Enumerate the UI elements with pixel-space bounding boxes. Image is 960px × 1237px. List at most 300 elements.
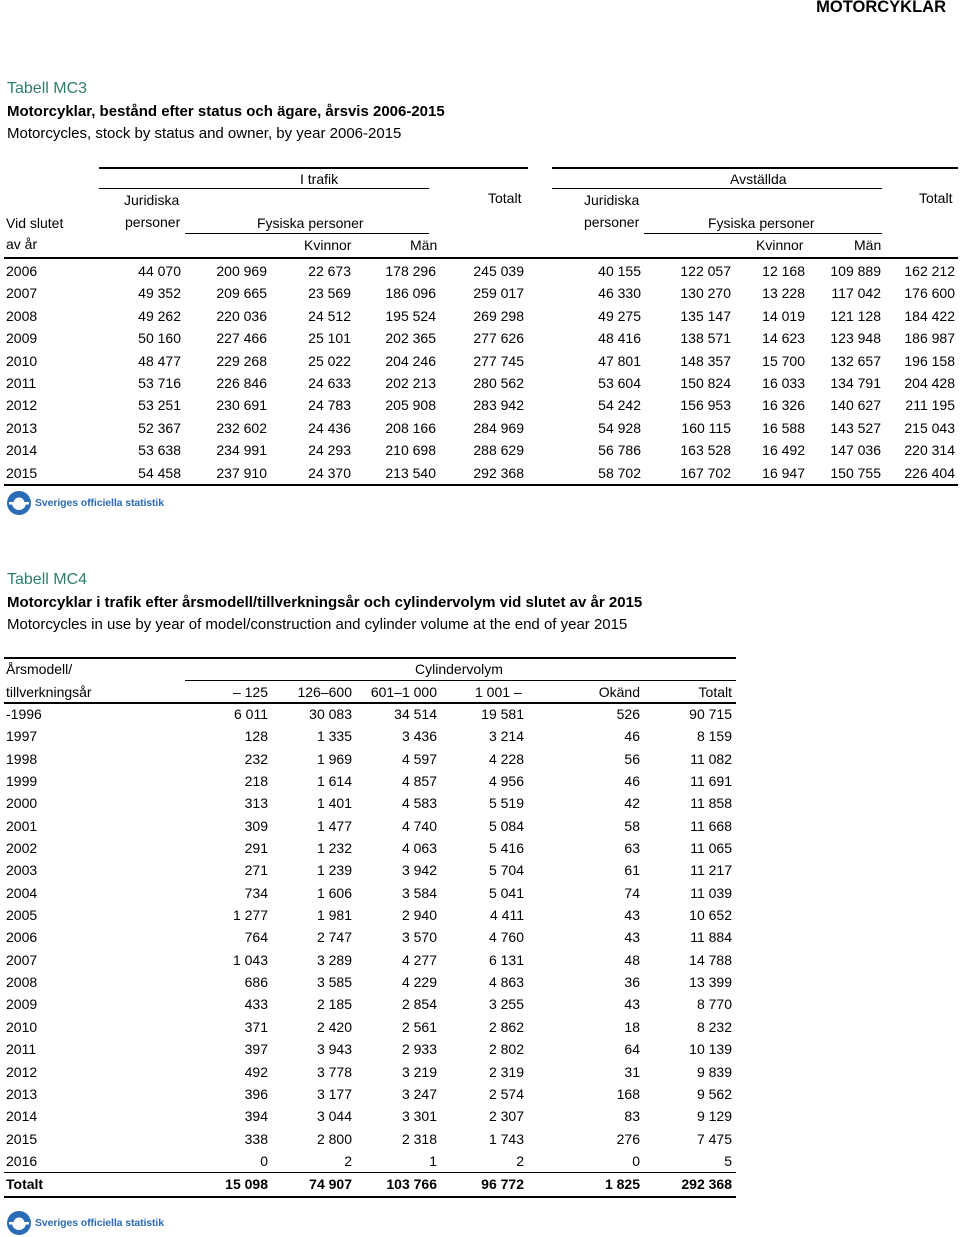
table-row: [4, 904, 736, 926]
divider: [552, 167, 958, 169]
value-cell: 11 858: [690, 795, 732, 812]
value-cell: 8 232: [696, 1018, 732, 1035]
value-cell: 1 477: [316, 817, 352, 834]
value-cell: 2 802: [488, 1041, 524, 1058]
logo-text: Sveriges officiella statistik: [35, 1217, 164, 1229]
table-row: [4, 462, 958, 484]
value-cell: 208 166: [385, 419, 436, 436]
header-kvinnor: Kvinnor: [756, 237, 804, 253]
value-cell: 138 571: [680, 330, 731, 347]
year-cell: 2006: [6, 263, 38, 279]
value-cell: 30 083: [309, 706, 352, 722]
value-cell: 49 275: [598, 307, 641, 324]
value-cell: 24 293: [308, 442, 351, 459]
value-cell: 53 638: [138, 442, 181, 459]
value-cell: 16 033: [762, 374, 805, 391]
value-cell: 147 036: [830, 442, 881, 459]
value-cell: 3 436: [401, 728, 437, 745]
value-cell: 2 561: [401, 1018, 437, 1035]
table-mc4: [4, 657, 736, 1198]
table-row: [4, 1128, 736, 1150]
value-cell: 50 160: [138, 330, 181, 347]
table-row: [4, 282, 958, 304]
value-cell: 309: [244, 817, 268, 834]
sos-logo: [6, 490, 164, 516]
value-cell: 284 969: [473, 419, 524, 436]
value-cell: 11 217: [690, 862, 732, 879]
value-cell: 371: [244, 1018, 268, 1035]
value-cell: 13 399: [689, 974, 732, 991]
table-row: [4, 971, 736, 993]
value-cell: 22 673: [308, 263, 351, 279]
table-row: [4, 748, 736, 770]
value-cell: 6 011: [234, 706, 268, 722]
header-fysiska: Fysiska personer: [257, 215, 364, 231]
value-cell: 53 604: [598, 374, 641, 391]
value-cell: 168: [616, 1085, 640, 1102]
value-cell: 204 246: [385, 352, 436, 369]
value-cell: 218: [244, 773, 268, 790]
value-cell: 0: [260, 1152, 268, 1169]
table-row: [4, 1083, 736, 1105]
value-cell: 4 277: [401, 951, 437, 968]
value-cell: 58 702: [598, 464, 641, 481]
value-cell: 49 352: [138, 285, 181, 302]
value-cell: 220 036: [216, 307, 267, 324]
value-cell: 46: [624, 773, 640, 790]
value-cell: 5 704: [488, 862, 524, 879]
value-cell: 140 627: [830, 397, 881, 414]
value-cell: 397: [244, 1041, 268, 1058]
value-cell: 25 022: [308, 352, 351, 369]
value-cell: 16 326: [762, 397, 805, 414]
value-cell: 2: [344, 1152, 352, 1169]
table-row: [4, 1038, 736, 1060]
table-row: [4, 949, 736, 971]
year-cell: 2012: [6, 397, 38, 414]
value-cell: 186 096: [385, 285, 436, 302]
year-cell: 2012: [6, 1063, 38, 1080]
value-cell: 11 691: [690, 773, 732, 790]
table-row: [4, 703, 736, 725]
header-kvinnor: Kvinnor: [304, 237, 352, 253]
value-cell: 4 411: [490, 907, 524, 924]
year-cell: 1997: [6, 728, 38, 745]
table-title: Motorcyklar i trafik efter årsmodell/tillverkningsår och cylindervolym vid slutet av år 2015: [7, 594, 643, 611]
value-cell: 3 255: [488, 996, 524, 1013]
value-cell: 2 940: [401, 907, 437, 924]
value-cell: 150 824: [680, 374, 731, 391]
header-juridiska: Juridiska: [584, 192, 640, 208]
value-cell: 2 747: [316, 929, 352, 946]
value-cell: 220 314: [904, 442, 955, 459]
value-cell: 259 017: [473, 285, 524, 302]
value-cell: 11 668: [690, 817, 732, 834]
value-cell: 128: [244, 728, 268, 745]
value-cell: 54 928: [598, 419, 641, 436]
year-cell: 2014: [6, 1108, 38, 1125]
value-cell: 338: [244, 1130, 268, 1147]
value-cell: 1 614: [316, 773, 352, 790]
header-av-ar: av år: [6, 236, 38, 252]
value-cell: 4 857: [401, 773, 437, 790]
column-header: 126–600: [297, 684, 352, 700]
table-row: [4, 350, 958, 372]
value-cell: 396: [244, 1085, 268, 1102]
value-cell: 74: [624, 884, 640, 901]
value-cell: 0: [632, 1152, 640, 1169]
value-cell: 2 318: [401, 1130, 437, 1147]
header-fysiska: Fysiska personer: [708, 215, 815, 231]
value-cell: 230 691: [216, 397, 267, 414]
year-cell: 2005: [6, 907, 38, 924]
table-row: [4, 815, 736, 837]
table-row: [4, 1061, 736, 1083]
table-row: [4, 1150, 736, 1172]
value-cell: 232 602: [216, 419, 267, 436]
value-cell: 18: [624, 1018, 640, 1035]
header-totalt: Totalt: [488, 190, 522, 206]
value-cell: 11 082: [690, 750, 732, 767]
value-cell: 1 232: [316, 840, 352, 857]
table-label: Tabell MC3: [7, 80, 88, 97]
year-cell: 2008: [6, 974, 38, 991]
value-cell: 162 212: [904, 263, 955, 279]
table-row: [4, 327, 958, 349]
value-cell: 292 368: [473, 464, 524, 481]
table-row: [4, 260, 958, 282]
value-cell: 2 862: [488, 1018, 524, 1035]
value-cell: 280 562: [473, 374, 524, 391]
sos-logo-icon: [6, 490, 32, 516]
value-cell: 46: [624, 728, 640, 745]
value-cell: 49 262: [138, 307, 181, 324]
table-row: [4, 417, 958, 439]
value-cell: 3 584: [401, 884, 437, 901]
table-label: Tabell MC4: [7, 571, 88, 588]
value-cell: 4 063: [401, 840, 437, 857]
value-cell: 176 600: [904, 285, 955, 302]
value-cell: 53 716: [138, 374, 181, 391]
value-cell: 3 177: [316, 1085, 352, 1102]
group-header-traffic: I trafik: [300, 171, 339, 187]
year-cell: 2001: [6, 817, 38, 834]
group-header-deregistered: Avställda: [730, 171, 787, 187]
value-cell: 122 057: [680, 263, 731, 279]
value-cell: 202 365: [385, 330, 436, 347]
value-cell: 163 528: [680, 442, 731, 459]
total-label: Totalt: [6, 1176, 44, 1193]
column-header: Okänd: [598, 684, 640, 700]
header-personer: personer: [125, 214, 181, 230]
value-cell: 2: [516, 1152, 524, 1169]
value-cell: 3 943: [316, 1041, 352, 1058]
value-cell: 1 043: [232, 951, 268, 968]
header-cylindervolym: Cylindervolym: [415, 661, 503, 677]
value-cell: 1 277: [232, 907, 268, 924]
value-cell: 3 289: [316, 951, 352, 968]
table-row: [4, 1016, 736, 1038]
value-cell: 292 368: [681, 1176, 732, 1193]
value-cell: 24 633: [308, 374, 351, 391]
header-totalt: Totalt: [919, 190, 953, 206]
value-cell: 31: [624, 1063, 640, 1080]
year-cell: 2013: [6, 1085, 38, 1102]
year-cell: 2007: [6, 951, 38, 968]
value-cell: 109 889: [830, 263, 881, 279]
value-cell: 5: [724, 1152, 732, 1169]
value-cell: 54 458: [138, 464, 181, 481]
value-cell: 83: [624, 1108, 640, 1125]
value-cell: 1 239: [316, 862, 352, 879]
value-cell: 14 623: [762, 330, 805, 347]
year-cell: 1999: [6, 773, 38, 790]
value-cell: 4 760: [488, 929, 524, 946]
year-cell: 1998: [6, 750, 38, 767]
divider: [552, 188, 882, 189]
table-row: [4, 394, 958, 416]
value-cell: 178 296: [385, 263, 436, 279]
divider: [4, 1196, 736, 1198]
value-cell: 1 606: [316, 884, 352, 901]
value-cell: 283 942: [473, 397, 524, 414]
table-row: [4, 993, 736, 1015]
value-cell: 215 043: [904, 419, 955, 436]
table-subtitle: Motorcycles, stock by status and owner, by year 2006-2015: [7, 125, 402, 142]
value-cell: 200 969: [216, 263, 267, 279]
value-cell: 11 884: [690, 929, 732, 946]
value-cell: 1 969: [316, 750, 352, 767]
value-cell: 9 129: [696, 1108, 732, 1125]
table-row: [4, 926, 736, 948]
year-cell: 2007: [6, 285, 38, 302]
value-cell: 8 159: [696, 728, 732, 745]
year-cell: 2003: [6, 862, 38, 879]
year-cell: -1996: [6, 706, 42, 722]
table-body: [4, 703, 736, 1196]
value-cell: 277 745: [473, 352, 524, 369]
value-cell: 48 477: [138, 352, 181, 369]
value-cell: 3 570: [401, 929, 437, 946]
value-cell: 245 039: [473, 263, 524, 279]
value-cell: 2 933: [401, 1041, 437, 1058]
table-row: [4, 1105, 736, 1127]
header-vid-slutet: Vid slutet: [6, 215, 64, 231]
year-cell: 2014: [6, 442, 38, 459]
value-cell: 3 219: [401, 1063, 437, 1080]
value-cell: 44 070: [138, 263, 181, 279]
sos-logo: [6, 1210, 164, 1236]
value-cell: 10 652: [689, 907, 732, 924]
header-personer: personer: [584, 214, 640, 230]
value-cell: 9 839: [696, 1063, 732, 1080]
value-cell: 2 185: [316, 996, 352, 1013]
value-cell: 4 597: [401, 750, 437, 767]
sos-logo-icon: [6, 1210, 32, 1236]
column-header: 601–1 000: [370, 684, 437, 700]
value-cell: 34 514: [394, 706, 437, 722]
table-row: [4, 305, 958, 327]
value-cell: 2 854: [401, 996, 437, 1013]
header-man: Män: [410, 237, 438, 253]
value-cell: 24 512: [308, 307, 351, 324]
divider: [99, 188, 429, 189]
table-body: [4, 260, 958, 484]
value-cell: 291: [244, 840, 268, 857]
value-cell: 16 492: [762, 442, 805, 459]
value-cell: 156 953: [680, 397, 731, 414]
value-cell: 74 907: [309, 1176, 352, 1193]
value-cell: 4 863: [488, 974, 524, 991]
value-cell: 56: [624, 750, 640, 767]
value-cell: 526: [616, 706, 640, 722]
value-cell: 8 770: [696, 996, 732, 1013]
year-cell: 2010: [6, 1018, 38, 1035]
value-cell: 2 307: [488, 1108, 524, 1125]
value-cell: 1 981: [316, 907, 352, 924]
value-cell: 3 044: [316, 1108, 352, 1125]
value-cell: 276: [616, 1130, 640, 1147]
value-cell: 2 420: [316, 1018, 352, 1035]
value-cell: 52 367: [138, 419, 181, 436]
value-cell: 36: [624, 974, 640, 991]
value-cell: 237 910: [216, 464, 267, 481]
table-title: Motorcyklar, bestånd efter status och ägare, årsvis 2006-2015: [7, 103, 445, 120]
year-cell: 2013: [6, 419, 38, 436]
value-cell: 4 583: [401, 795, 437, 812]
table-row: [4, 837, 736, 859]
table-row: [4, 792, 736, 814]
value-cell: 24 783: [308, 397, 351, 414]
divider: [185, 680, 736, 681]
year-cell: 2009: [6, 330, 38, 347]
value-cell: 58: [624, 817, 640, 834]
value-cell: 46 330: [598, 285, 641, 302]
divider: [4, 484, 958, 486]
column-header: 1 001 –: [475, 684, 522, 700]
divider: [644, 233, 882, 234]
value-cell: 2 800: [316, 1130, 352, 1147]
value-cell: 195 524: [385, 307, 436, 324]
value-cell: 103 766: [386, 1176, 437, 1193]
value-cell: 53 251: [138, 397, 181, 414]
value-cell: 226 846: [216, 374, 267, 391]
value-cell: 43: [624, 907, 640, 924]
value-cell: 209 665: [216, 285, 267, 302]
value-cell: 134 791: [830, 374, 881, 391]
value-cell: 160 115: [681, 419, 731, 436]
value-cell: 271: [244, 862, 268, 879]
value-cell: 1 335: [316, 728, 352, 745]
value-cell: 7 475: [696, 1130, 732, 1147]
value-cell: 313: [244, 795, 268, 812]
year-cell: 2002: [6, 840, 38, 857]
value-cell: 5 041: [488, 884, 524, 901]
header-tillverkningsar: tillverkningsår: [6, 684, 92, 700]
value-cell: 12 168: [762, 263, 805, 279]
value-cell: 205 908: [385, 397, 436, 414]
value-cell: 90 715: [689, 706, 732, 722]
year-cell: 2008: [6, 307, 38, 324]
table-mc3: [4, 167, 958, 486]
value-cell: 16 588: [762, 419, 805, 436]
value-cell: 48 416: [598, 330, 641, 347]
value-cell: 43: [624, 996, 640, 1013]
value-cell: 63: [624, 840, 640, 857]
value-cell: 1 401: [316, 795, 352, 812]
table-row: [4, 882, 736, 904]
value-cell: 96 772: [481, 1176, 524, 1193]
year-cell: 2015: [6, 1130, 38, 1147]
value-cell: 734: [244, 884, 268, 901]
value-cell: 196 158: [904, 352, 955, 369]
total-row: [4, 1173, 736, 1195]
value-cell: 15 098: [225, 1176, 268, 1193]
value-cell: 123 948: [830, 330, 881, 347]
value-cell: 186 987: [904, 330, 955, 347]
value-cell: 202 213: [385, 374, 436, 391]
year-cell: 2015: [6, 464, 38, 481]
header-juridiska: Juridiska: [124, 192, 180, 208]
value-cell: 433: [244, 996, 268, 1013]
year-cell: 2009: [6, 996, 38, 1013]
header-arsmodell: Årsmodell/: [6, 661, 73, 677]
value-cell: 143 527: [830, 419, 881, 436]
value-cell: 277 626: [473, 330, 524, 347]
value-cell: 15 700: [762, 352, 805, 369]
value-cell: 150 755: [830, 464, 881, 481]
value-cell: 3 778: [316, 1063, 352, 1080]
value-cell: 64: [624, 1041, 640, 1058]
header-man: Män: [854, 237, 882, 253]
table-row: [4, 859, 736, 881]
value-cell: 130 270: [680, 285, 731, 302]
value-cell: 3 214: [488, 728, 524, 745]
value-cell: 3 247: [401, 1085, 437, 1102]
value-cell: 43: [624, 929, 640, 946]
value-cell: 232: [244, 750, 268, 767]
value-cell: 3 301: [401, 1108, 437, 1125]
value-cell: 3 942: [401, 862, 437, 879]
value-cell: 25 101: [308, 330, 351, 347]
value-cell: 686: [244, 974, 268, 991]
value-cell: 61: [624, 862, 640, 879]
value-cell: 47 801: [598, 352, 641, 369]
divider: [99, 167, 528, 169]
table-row: [4, 770, 736, 792]
value-cell: 5 084: [488, 817, 524, 834]
logo-text: Sveriges officiella statistik: [35, 497, 164, 509]
value-cell: 42: [624, 795, 640, 812]
value-cell: 10 139: [689, 1041, 732, 1058]
value-cell: 19 581: [481, 706, 524, 722]
value-cell: 229 268: [216, 352, 267, 369]
value-cell: 135 147: [680, 307, 731, 324]
value-cell: 24 370: [308, 464, 351, 481]
value-cell: 117 042: [831, 285, 881, 302]
value-cell: 213 540: [385, 464, 436, 481]
value-cell: 227 466: [216, 330, 267, 347]
year-cell: 2006: [6, 929, 38, 946]
value-cell: 394: [244, 1108, 268, 1125]
year-cell: 2010: [6, 352, 38, 369]
divider: [4, 657, 736, 659]
value-cell: 4 956: [488, 773, 524, 790]
value-cell: 4 228: [488, 750, 524, 767]
value-cell: 2 574: [488, 1085, 524, 1102]
value-cell: 2 319: [488, 1063, 524, 1080]
table-row: [4, 725, 736, 747]
